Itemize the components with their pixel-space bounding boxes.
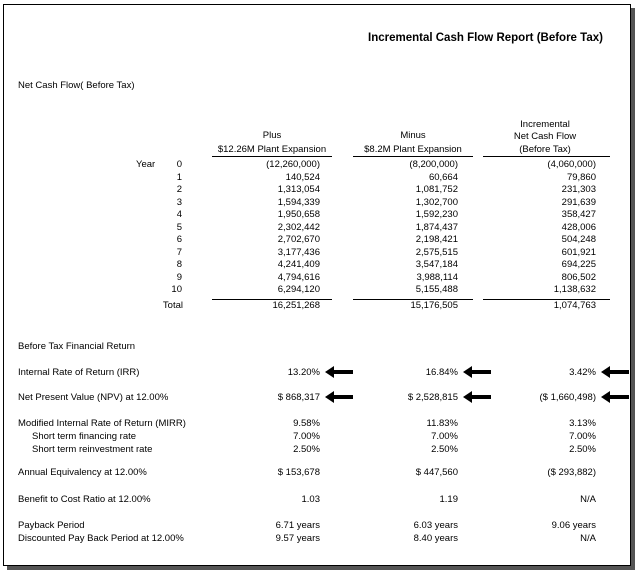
- irr-col3: 3.42%: [569, 367, 596, 378]
- bcr-label: Benefit to Cost Ratio at 12.00%: [18, 494, 151, 505]
- year-number: 10: [171, 284, 182, 295]
- year-number: 1: [176, 172, 182, 183]
- short-reinv-col2: 2.50%: [431, 444, 458, 455]
- irr-col2: 16.84%: [425, 367, 458, 378]
- year-cell-col3: 79,860: [566, 172, 596, 183]
- disc-payback-label: Discounted Pay Back Period at 12.00%: [18, 533, 184, 544]
- year-cell-col3: 806,502: [561, 272, 596, 283]
- year-cell-col3: 358,427: [561, 209, 596, 220]
- col3-header-line1: Net Cash Flow: [513, 131, 577, 142]
- annual-eq-col2: $ 447,560: [415, 467, 458, 478]
- year-number: 4: [176, 209, 182, 220]
- left-arrow-icon: [601, 366, 629, 378]
- year-cell-col1: 140,524: [285, 172, 320, 183]
- year-cell-col3: 1,138,632: [553, 284, 596, 295]
- disc-payback-col3: N/A: [580, 533, 596, 544]
- year-number: 7: [176, 247, 182, 258]
- mirr-col1: 9.58%: [293, 418, 320, 429]
- col3-header-line2: (Before Tax): [519, 144, 571, 155]
- col1-header-line1: Plus: [262, 130, 282, 141]
- disc-payback-col1: 9.57 years: [275, 533, 320, 544]
- year-cell-col1: 1,594,339: [277, 197, 320, 208]
- year-number: 8: [176, 259, 182, 270]
- year-number: 0: [176, 159, 182, 170]
- short-reinv-col1: 2.50%: [293, 444, 320, 455]
- col2-header-line2: $8.2M Plant Expansion: [364, 144, 462, 155]
- total-col1: 16,251,268: [272, 300, 320, 311]
- short-reinv-col3: 2.50%: [569, 444, 596, 455]
- year-cell-col3: 694,225: [561, 259, 596, 270]
- year-cell-col3: 428,006: [561, 222, 596, 233]
- payback-col2: 6.03 years: [413, 520, 458, 531]
- year-cell-col1: (12,260,000): [266, 159, 320, 170]
- disc-payback-col2: 8.40 years: [413, 533, 458, 544]
- bcr-col3: N/A: [580, 494, 596, 505]
- npv-col3: ($ 1,660,498): [539, 392, 596, 403]
- year-cell-col2: 2,575,515: [415, 247, 458, 258]
- year-cell-col1: 2,302,442: [277, 222, 320, 233]
- left-arrow-icon: [325, 391, 353, 403]
- left-arrow-icon: [463, 366, 491, 378]
- mirr-col3: 3.13%: [569, 418, 596, 429]
- short-reinv-label: Short term reinvestment rate: [32, 444, 153, 455]
- section-net-cash-flow: Net Cash Flow( Before Tax): [18, 80, 135, 91]
- col3-header-rule: [483, 156, 610, 157]
- year-cell-col1: 1,313,054: [277, 184, 320, 195]
- year-number: 6: [176, 234, 182, 245]
- irr-col1: 13.20%: [287, 367, 320, 378]
- npv-col1: $ 868,317: [277, 392, 320, 403]
- year-cell-col2: 60,664: [428, 172, 458, 183]
- year-cell-col2: 3,547,184: [415, 259, 458, 270]
- year-cell-col2: 1,302,700: [415, 197, 458, 208]
- year-cell-col2: 1,592,230: [415, 209, 458, 220]
- bcr-col1: 1.03: [301, 494, 320, 505]
- mirr-col2: 11.83%: [426, 418, 458, 429]
- annual-eq-col1: $ 153,678: [277, 467, 320, 478]
- left-arrow-icon: [463, 391, 491, 403]
- year-cell-col2: 1,081,752: [415, 184, 458, 195]
- year-cell-col2: 3,988,114: [416, 272, 458, 283]
- short-fin-col2: 7.00%: [431, 431, 458, 442]
- section-financial-return: Before Tax Financial Return: [18, 341, 136, 352]
- year-label: Year: [136, 159, 156, 170]
- bcr-col2: 1.19: [439, 494, 458, 505]
- year-cell-col1: 6,294,120: [277, 284, 320, 295]
- npv-col2: $ 2,528,815: [407, 392, 458, 403]
- col2-header-line1: Minus: [400, 130, 426, 141]
- annual-eq-label: Annual Equivalency at 12.00%: [18, 467, 147, 478]
- year-cell-col2: 1,874,437: [415, 222, 458, 233]
- year-cell-col3: 504,248: [561, 234, 596, 245]
- irr-label: Internal Rate of Return (IRR): [18, 367, 140, 378]
- year-cell-col1: 2,702,670: [277, 234, 320, 245]
- total-col2: 15,176,505: [410, 300, 458, 311]
- left-arrow-icon: [325, 366, 353, 378]
- year-cell-col1: 4,794,616: [277, 272, 320, 283]
- year-number: 2: [176, 184, 182, 195]
- col1-header-line2: $12.26M Plant Expansion: [217, 144, 327, 155]
- short-fin-col1: 7.00%: [293, 431, 320, 442]
- total-label: Total: [162, 300, 183, 311]
- year-cell-col3: 231,303: [561, 184, 596, 195]
- year-cell-col2: 2,198,421: [415, 234, 458, 245]
- payback-col3: 9.06 years: [551, 520, 596, 531]
- year-cell-col1: 1,950,658: [277, 209, 320, 220]
- col1-header-rule: [212, 156, 332, 157]
- short-fin-label: Short term financing rate: [32, 431, 137, 442]
- year-cell-col1: 3,177,436: [277, 247, 320, 258]
- npv-label: Net Present Value (NPV) at 12.00%: [18, 392, 169, 403]
- col2-header-rule: [353, 156, 473, 157]
- year-cell-col3: 291,639: [561, 197, 596, 208]
- year-cell-col3: (4,060,000): [547, 159, 596, 170]
- year-number: 3: [176, 197, 182, 208]
- year-cell-col3: 601,921: [561, 247, 596, 258]
- report-title: Incremental Cash Flow Report (Before Tax): [368, 32, 603, 44]
- total-col3: 1,074,763: [553, 300, 596, 311]
- annual-eq-col3: ($ 293,882): [547, 467, 596, 478]
- payback-col1: 6.71 years: [275, 520, 320, 531]
- year-number: 5: [176, 222, 182, 233]
- mirr-label: Modified Internal Rate of Return (MIRR): [18, 418, 186, 429]
- payback-label: Payback Period: [18, 520, 85, 531]
- year-cell-col2: 5,155,488: [415, 284, 458, 295]
- left-arrow-icon: [601, 391, 629, 403]
- year-cell-col2: (8,200,000): [409, 159, 458, 170]
- short-fin-col3: 7.00%: [569, 431, 596, 442]
- year-cell-col1: 4,241,409: [277, 259, 320, 270]
- col3-header-line0: Incremental: [520, 119, 570, 130]
- year-number: 9: [176, 272, 182, 283]
